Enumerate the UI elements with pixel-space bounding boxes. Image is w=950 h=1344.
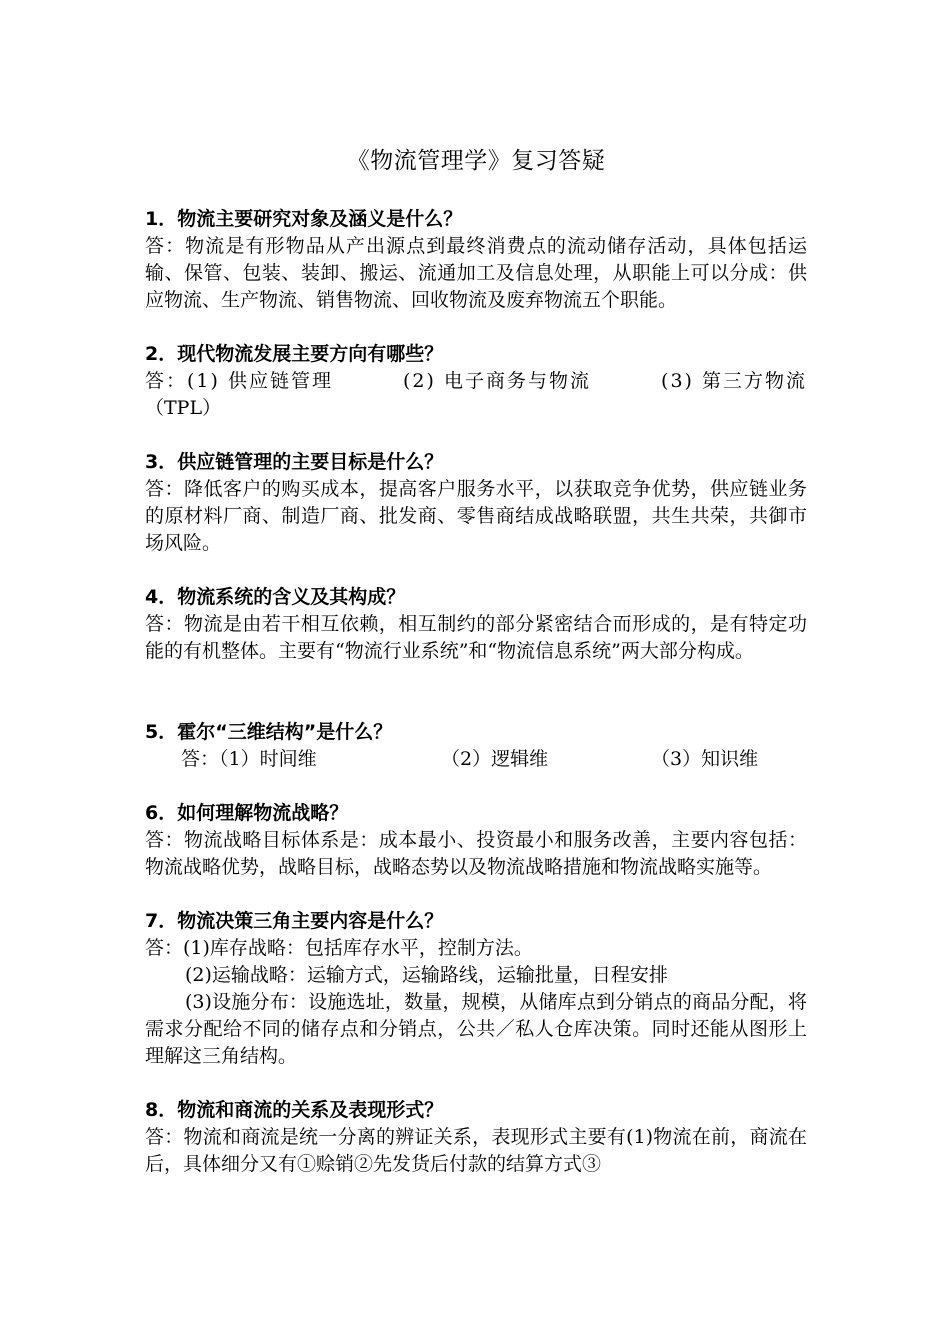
qa-item-8 [145, 1097, 807, 1178]
qa-item-2 [145, 341, 807, 422]
answer-5-indent [145, 746, 181, 773]
qa-item-3 [145, 449, 807, 557]
document-title: 《物流管理学》复习答疑 [346, 148, 606, 174]
answer-7-line-3: (3)设施分布：设施选址，数量，规模，从储库点到分销点的商品分配，将需求分配给不同的储存点和分销点，公共／私人仓库决策。同时还能从图形上理解这三角结构。 [145, 991, 807, 1067]
qa-item-5 [145, 719, 807, 773]
answer-5-part-2: （2）逻辑维 [441, 748, 549, 770]
question-6: 6．如何理解物流战略？ [145, 802, 349, 824]
answer-1: 答：物流是有形物品从产出源点到最终消费点的流动储存活动，具体包括运输、保管、包装、装卸、搬运、流通加工及信息处理，从职能上可以分成：供应物流、生产物流、销售物流、回收物流及废弃物流五个职能。 [145, 235, 807, 311]
question-5: 5．霍尔“三维结构”是什么？ [145, 721, 393, 743]
answer-2-part-1: 答：(1) 供应链管理 [145, 370, 333, 392]
qa-item-6 [145, 800, 807, 881]
question-3: 3．供应链管理的主要目标是什么？ [145, 451, 444, 473]
question-2: 2．现代物流发展主要方向有哪些？ [145, 343, 444, 365]
answer-8: 答：物流和商流是统一分离的辨证关系，表现形式主要有(1)物流在前，商流在后，具体细分又有①赊销②先发货后付款的结算方式③ [145, 1126, 807, 1175]
qa-item-1 [145, 206, 807, 314]
question-7: 7．物流决策三角主要内容是什么？ [145, 910, 444, 932]
answer-6: 答：物流战略目标体系是：成本最小、投资最小和服务改善，主要内容包括：物流战略优势，战略目标，战略态势以及物流战略措施和物流战略实施等。 [145, 829, 807, 878]
answer-7-line-2: (2)运输战略：运输方式，运输路线，运输批量，日程安排 [185, 964, 668, 986]
answer-5 [145, 746, 807, 773]
answer-5-part-1: 答：（1）时间维 [181, 748, 317, 770]
answer-2-part-2: (2) 电子商务与物流 [403, 370, 591, 392]
qa-item-4 [145, 584, 807, 665]
question-8: 8．物流和商流的关系及表现形式？ [145, 1099, 444, 1121]
qa-item-7 [145, 908, 807, 1070]
answer-2-continuation: （TPL） [145, 397, 222, 419]
document-page [145, 144, 807, 1205]
answer-5-part-3: （3）知识维 [651, 748, 759, 770]
answer-2-part-3: (3) 第三方物流 [661, 370, 807, 392]
answer-3: 答：降低客户的购买成本，提高客户服务水平，以获取竞争优势，供应链业务的原材料厂商、制造厂商、批发商、零售商结成战略联盟，共生共荣，共御市场风险。 [145, 478, 807, 554]
answer-4: 答：物流是由若干相互依赖，相互制约的部分紧密结合而形成的，是有特定功能的有机整体。主要有“物流行业系统”和“物流信息系统”两大部分构成。 [145, 613, 807, 662]
question-4: 4．物流系统的含义及其构成？ [145, 586, 406, 608]
answer-2 [145, 368, 807, 395]
answer-7-line-1: 答：(1)库存战略：包括库存水平，控制方法。 [145, 937, 533, 959]
question-1: 1．物流主要研究对象及涵义是什么？ [145, 208, 463, 230]
